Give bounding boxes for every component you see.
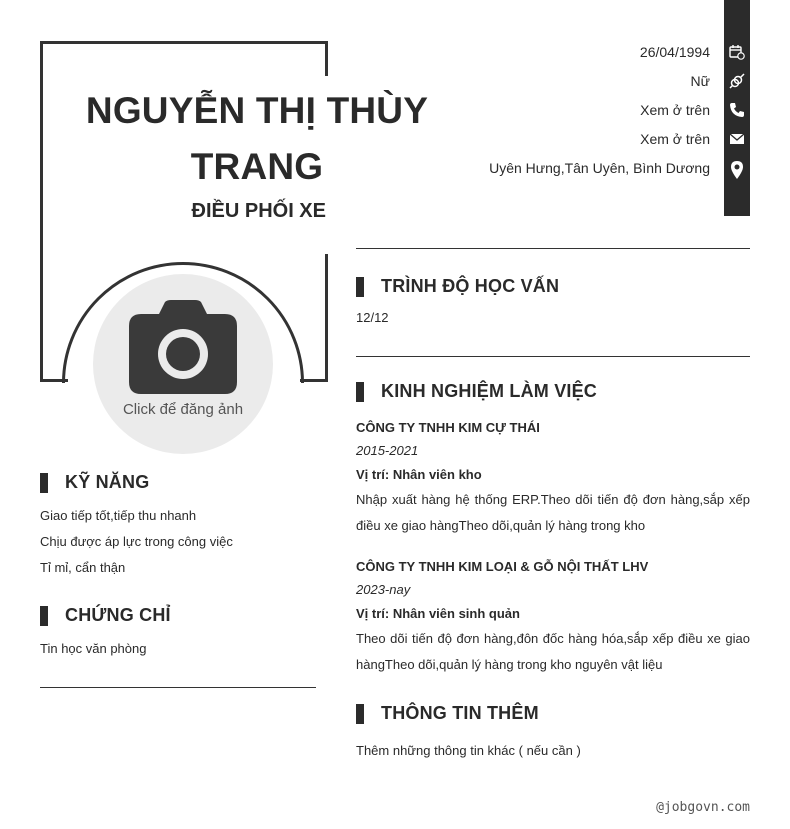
avatar-label: Click để đăng ảnh [122,401,244,418]
skill-item[interactable]: Tỉ mỉ, cẩn thận [40,560,126,575]
experience-header [356,381,597,402]
divider [356,248,750,249]
education-title[interactable]: TRÌNH ĐỘ HỌC VẤN [381,276,560,296]
skill-item[interactable]: Giao tiếp tốt,tiếp thu nhanh [40,508,197,523]
certificate-item[interactable]: Tin học văn phòng [40,641,147,656]
experience-title[interactable]: KINH NGHIỆM LÀM VIỆC [381,381,598,401]
extra-info-header [356,703,539,724]
gender-icon [729,73,745,89]
skills-title[interactable]: KỸ NĂNG [65,472,150,492]
phone-value[interactable]: Xem ở trên [640,102,710,118]
address-value[interactable]: Uyên Hưng,Tân Uyên, Bình Dương [489,160,710,176]
section-marker [356,277,364,297]
footer-watermark: @jobgovn.com [656,800,750,815]
job-description[interactable]: Nhập xuất hàng hệ thống ERP.Theo dõi tiến độ đơn hàng,sắp xếp điều xe giao hàngTheo dõi,quản lý hàng trong kho [356,492,750,533]
job-description[interactable]: Theo dõi tiến độ đơn hàng,đôn đốc hàng hóa,sắp xếp điều xe giao hàngTheo dõi,quản lý hàng trong kho nguyên vật liệu [356,631,750,672]
certificates-title[interactable]: CHỨNG CHỈ [65,605,171,625]
job-company[interactable]: CÔNG TY TNHH KIM CỰ THÁI [356,420,540,435]
calendar-icon [729,44,745,60]
section-marker [40,606,48,626]
section-marker [356,704,364,724]
divider [356,356,750,357]
gender-value[interactable]: Nữ [690,73,710,89]
job-position[interactable]: Vị trí: Nhân viên kho [356,467,482,482]
candidate-name[interactable]: NGUYỄN THỊ THÙY TRANG [85,90,429,187]
email-value[interactable]: Xem ở trên [640,131,710,147]
header-frame-top [40,41,328,44]
job-company[interactable]: CÔNG TY TNHH KIM LOẠI & GỖ NỘI THẤT LHV [356,559,649,574]
header-frame-right-upper [325,41,328,76]
birthday-value[interactable]: 26/04/1994 [639,44,710,60]
header-frame-bottom-right [300,379,328,382]
skill-item[interactable]: Chịu được áp lực trong công việc [40,534,233,549]
job-period[interactable]: 2015-2021 [356,443,419,458]
location-icon [729,160,745,180]
education-header [356,276,559,297]
camera-icon [129,300,237,394]
job-title[interactable]: ĐIỀU PHỐI XE [191,200,326,222]
phone-icon [729,102,745,118]
certificates-header [40,605,171,626]
job-period[interactable]: 2023-nay [356,582,411,597]
skills-header [40,472,149,493]
divider [40,687,316,688]
section-marker [356,382,364,402]
header-frame-right-lower [325,254,328,382]
extra-info-title[interactable]: THÔNG TIN THÊM [381,703,539,723]
education-value[interactable]: 12/12 [356,310,389,325]
avatar-upload[interactable] [93,274,273,454]
mail-icon [729,131,745,147]
extra-info-value[interactable]: Thêm những thông tin khác ( nếu cần ) [356,743,581,758]
job-position[interactable]: Vị trí: Nhân viên sinh quản [356,606,520,621]
header-frame-left [40,41,43,382]
section-marker [40,473,48,493]
